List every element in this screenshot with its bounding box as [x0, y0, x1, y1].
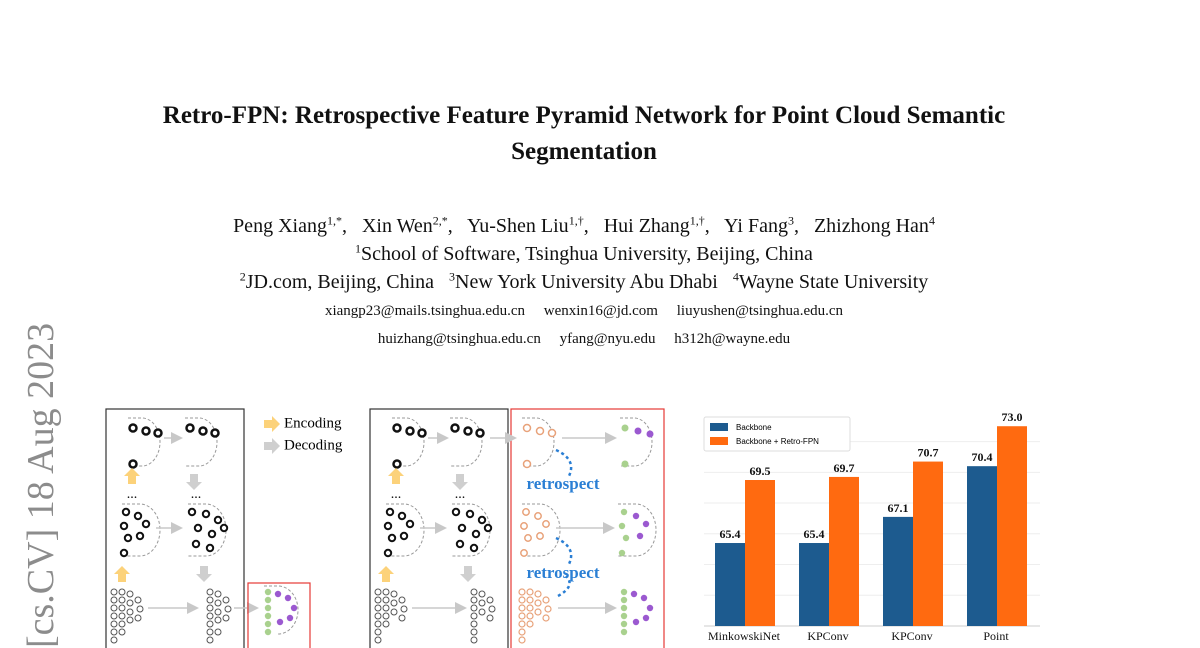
data-label: 70.7 [917, 445, 939, 460]
category-label: KPConv [891, 629, 933, 643]
category-label: Point [983, 629, 1009, 643]
email: yfang@nyu.edu [559, 331, 656, 347]
segmented-output [265, 589, 297, 635]
legend-label: Backbone + Retro-FPN [736, 437, 819, 446]
data-label: 65.4 [719, 527, 741, 542]
bar-backbone [883, 517, 913, 626]
emails-line-2 [0, 325, 1168, 353]
author-block [0, 212, 1168, 296]
bar-retro-fpn [829, 477, 859, 626]
bar-retro-fpn [745, 480, 775, 626]
bar-backbone [715, 543, 745, 626]
decoding-arrow-icon [196, 566, 212, 582]
data-label: 69.5 [749, 464, 771, 479]
emails-line-1 [0, 297, 1168, 325]
encoding-arrow-icon [124, 468, 140, 484]
encoding-legend-icon [264, 416, 280, 432]
ellipsis: ... [190, 487, 202, 502]
author: Peng Xiang$^{1,*}$ [233, 213, 342, 237]
email: liuyushen@tsinghua.edu.cn [676, 303, 844, 319]
author: Zhizhong Han$^4$ [813, 213, 935, 237]
author-list: Peng Xiang$^{1,*}$, Xin Wen$^{2,*}$, Yu-Shen Liu$^{1,\dagger}$, Hui Zhang$^{1,\dagger}$, Yi Fang$^3$, Zhizhong Han$^4$ [233, 213, 935, 237]
email: huizhang@tsinghua.edu.cn [377, 331, 541, 347]
arxiv-stamp: [cs.CV] 18 Aug 2023 [20, 322, 62, 648]
bar-backbone [967, 466, 997, 626]
data-label: 70.4 [971, 450, 993, 465]
legend-label: Backbone [736, 423, 772, 432]
retrospect-label: retrospect [526, 474, 600, 493]
legend-swatch [710, 423, 728, 431]
ellipsis: ... [454, 487, 466, 502]
affiliation-line-1: $^1$School of Software, Tsinghua University, Beijing, China [355, 241, 813, 265]
data-label: 73.0 [1001, 410, 1023, 425]
email: wenxin16@jd.com [543, 303, 658, 319]
author: Yi Fang$^3$ [724, 213, 794, 237]
dense-point-cloud [111, 589, 231, 643]
legend-decoding-label: Decoding [284, 437, 343, 454]
paper-title [0, 98, 1168, 170]
author: Xin Wen$^{2,*}$ [361, 213, 448, 237]
title-line-1: Retro-FPN: Retrospective Feature Pyramid Network for Point Cloud Semantic [162, 102, 1006, 129]
bar-retro-fpn [913, 462, 943, 626]
bar-chart [700, 405, 1050, 648]
ellipsis: ... [126, 487, 138, 502]
data-label: 65.4 [803, 527, 825, 542]
encoding-arrow-icon [114, 566, 130, 582]
chart-legend [704, 417, 850, 451]
data-label: 69.7 [833, 460, 855, 475]
retrospect-label: retrospect [526, 563, 600, 582]
affiliation-line-2: $^2$JD.com, Beijing, China $^3$New York University Abu Dhabi $^4$Wayne State University [239, 269, 929, 293]
legend-encoding-label: Encoding [284, 415, 342, 432]
email: xiangp23@mails.tsinghua.edu.cn [324, 303, 526, 319]
retrospect-arrow [556, 538, 571, 566]
author: Hui Zhang$^{1,\dagger}$ [603, 213, 705, 237]
category-label: KPConv [807, 629, 849, 643]
bar-retro-fpn [997, 426, 1027, 626]
legend-swatch [710, 437, 728, 445]
decoding-legend-icon [264, 438, 280, 454]
title-line-2: Segmentation [511, 138, 657, 165]
fpn-diagram [100, 400, 700, 648]
email: h312h@wayne.edu [674, 331, 791, 347]
data-label: 67.1 [887, 500, 909, 515]
bar-backbone [799, 543, 829, 626]
author: Yu-Shen Liu$^{1,\dagger}$ [467, 213, 584, 237]
category-label: MinkowskiNet [708, 629, 780, 643]
ellipsis: ... [390, 487, 402, 502]
